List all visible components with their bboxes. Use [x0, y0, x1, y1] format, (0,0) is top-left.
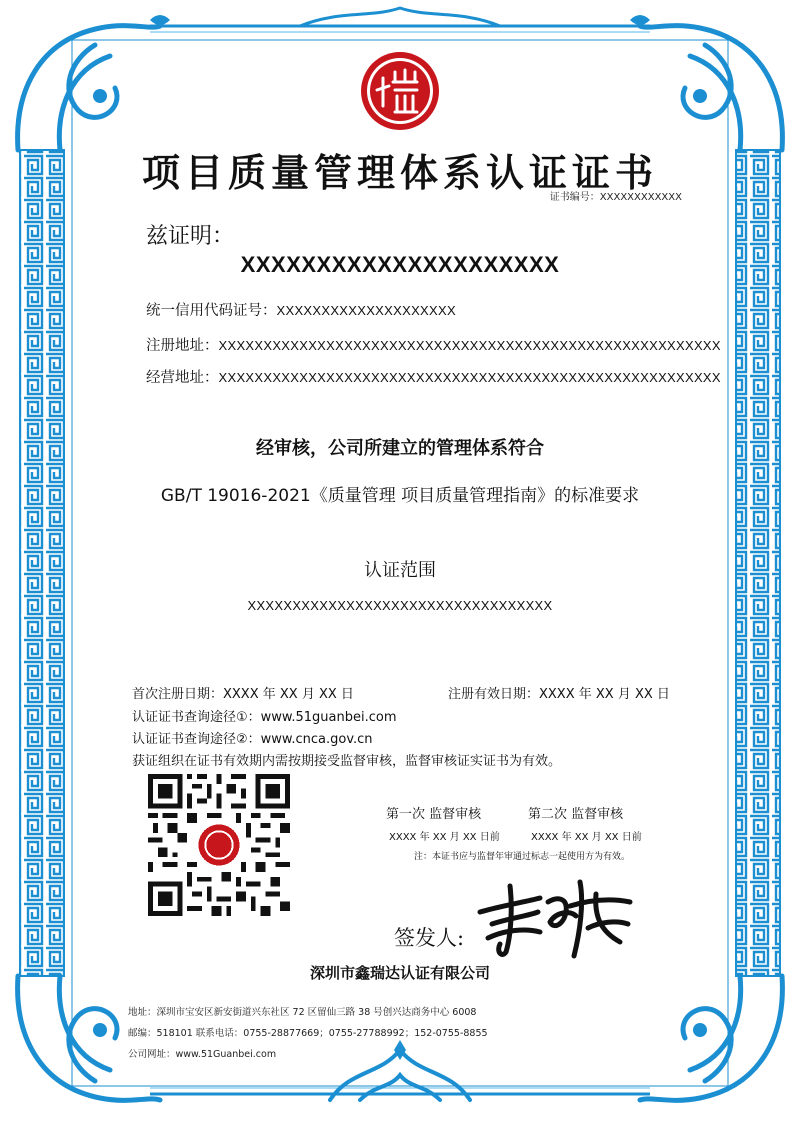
company-name: XXXXXXXXXXXXXXXXXXXXX	[240, 252, 560, 277]
reg-address-label: 注册地址：	[146, 338, 219, 354]
footer-address: 地址：深圳市宝安区新安街道兴东社区 72 区留仙三路 38 号创兴达商务中心 6008	[128, 1007, 477, 1018]
valid-until-date: 注册有效日期：XXXX 年 XX 月 XX 日	[448, 687, 670, 702]
first-registration-date: 首次注册日期：XXXX 年 XX 月 XX 日	[132, 687, 354, 702]
biz-address-value: XXXXXXXXXXXXXXXXXXXXXXXXXXXXXXXXXXXXXXXXXXXXXXXXXXXXXXXX	[218, 370, 721, 385]
certificate-title: 项目质量管理体系认证证书	[141, 150, 658, 195]
audit-note: 注：本证书应与监督年审通过标志一起使用方为有效。	[414, 852, 631, 862]
issuing-organization: 深圳市鑫瑞达认证有限公司	[309, 964, 490, 982]
audit-2-date: XXXX 年 XX 月 XX 日前	[531, 832, 642, 843]
biz-address-label: 经营地址：	[146, 370, 219, 386]
logo-seal-icon	[359, 50, 441, 132]
issuer-label: 签发人:	[394, 926, 465, 950]
credit-code-value: XXXXXXXXXXXXXXXXXXXX	[276, 303, 456, 318]
query-route-2: 认证证书查询途径②：www.cnca.gov.cn	[132, 732, 373, 747]
biz-address-row	[146, 366, 721, 387]
query-route-1: 认证证书查询途径①：www.51guanbei.com	[132, 710, 397, 725]
footer-website: 公司网址：www.51Guanbei.com	[128, 1049, 277, 1060]
audit-2-title: 第二次 监督审核	[528, 807, 624, 822]
supervision-note: 获证组织在证书有效期内需按期接受监督审核，监督审核证实证书为有效。	[132, 754, 562, 769]
declaration-line-2: GB/T 19016-2021《质量管理 项目质量管理指南》的标准要求	[160, 486, 640, 506]
declaration-line-1: 经审核，公司所建立的管理体系符合	[256, 438, 544, 459]
scope-title: 认证范围	[364, 560, 436, 581]
audit-1-date: XXXX 年 XX 月 XX 日前	[389, 832, 500, 843]
signature-icon	[470, 872, 640, 962]
credit-code-row	[146, 299, 456, 320]
reg-address-row	[146, 334, 721, 355]
cert-no-value: XXXXXXXXXXXX	[599, 192, 682, 203]
hereby-heading: 兹证明：	[146, 224, 235, 249]
scope-value: XXXXXXXXXXXXXXXXXXXXXXXXXXXXXXXXXX	[247, 598, 553, 613]
cert-no-label: 证书编号：	[549, 192, 600, 203]
certificate-number	[550, 188, 682, 203]
credit-code-label: 统一信用代码证号：	[146, 303, 277, 319]
footer-contact: 邮编：518101 联系电话：0755-28877669；0755-27788992；152-0755-8855	[128, 1028, 488, 1039]
reg-address-value: XXXXXXXXXXXXXXXXXXXXXXXXXXXXXXXXXXXXXXXXXXXXXXXXXXXXXXXX	[218, 338, 721, 353]
qr-code-icon	[148, 774, 290, 916]
audit-1-title: 第一次 监督审核	[386, 807, 482, 822]
